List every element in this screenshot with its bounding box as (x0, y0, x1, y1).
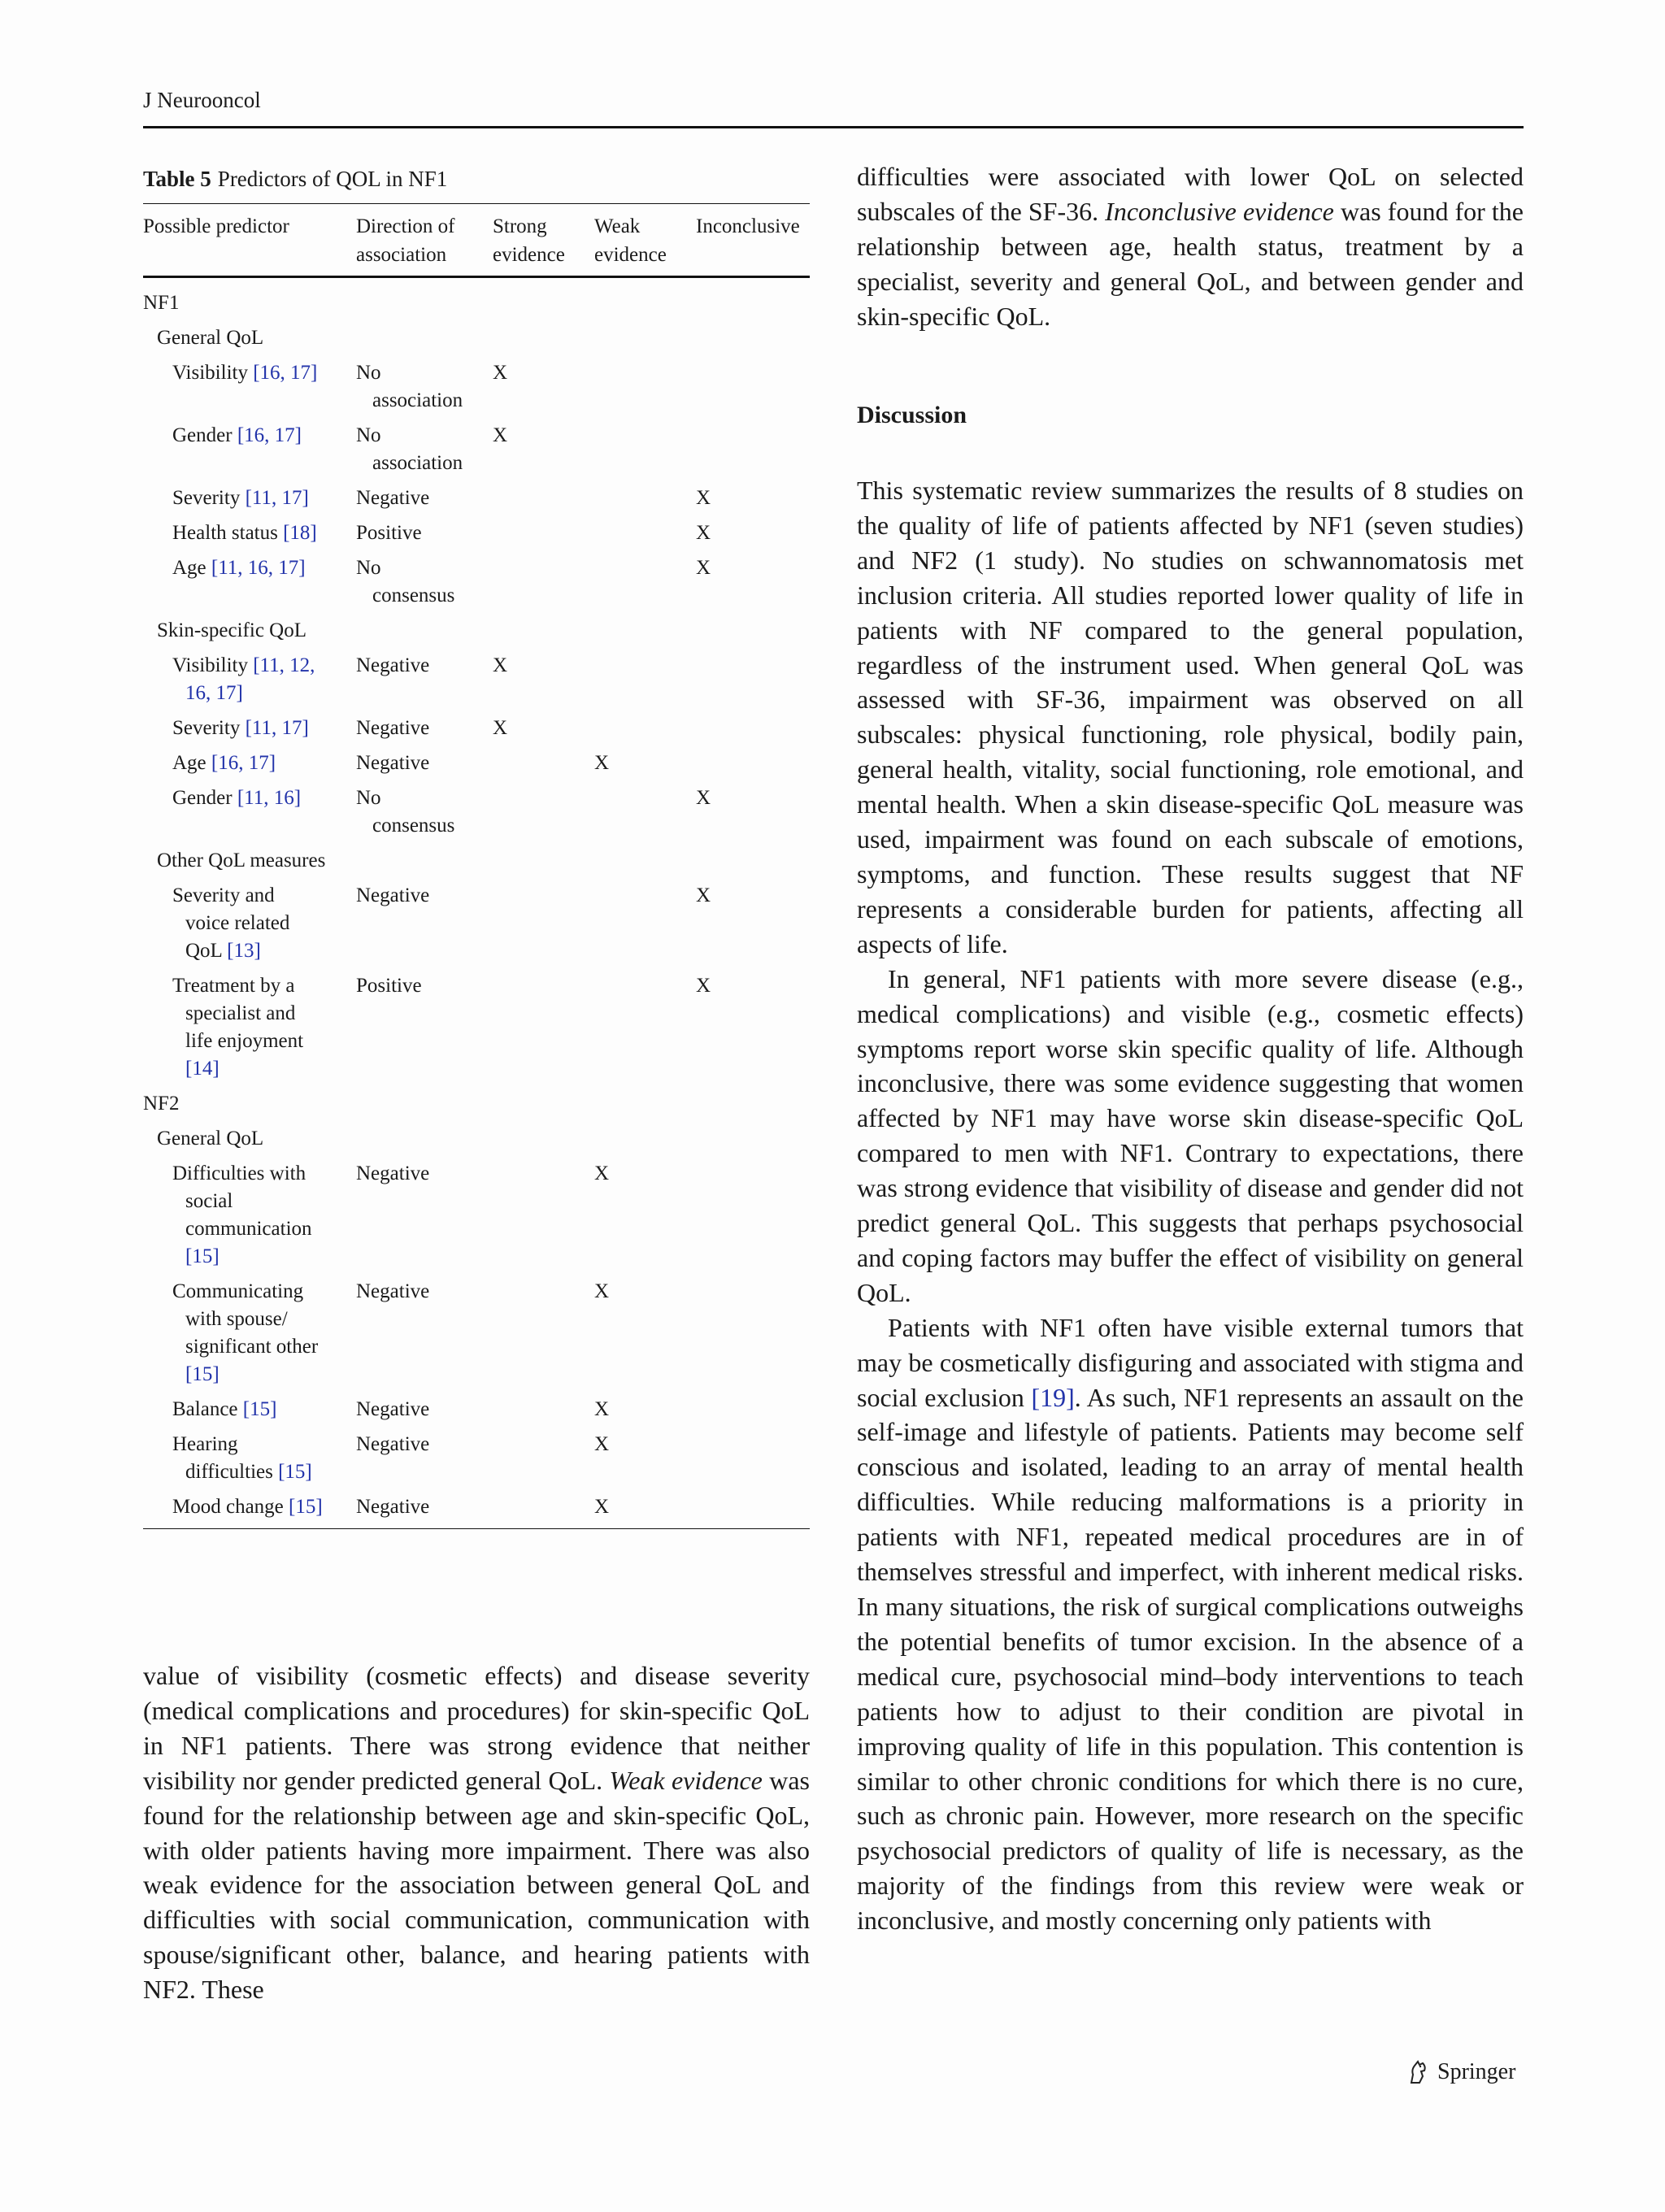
table-5 (143, 163, 810, 1529)
table-row (143, 1160, 810, 1271)
weak-mark: X (594, 1398, 610, 1420)
table-group-row (143, 289, 810, 317)
header-rule (143, 126, 1524, 128)
inconclusive-mark: X (696, 522, 711, 544)
citation-link[interactable]: [16, 17] (211, 752, 276, 774)
weak-mark: X (594, 752, 610, 774)
inconclusive-mark: X (696, 975, 711, 997)
paragraph-text: . As such, NF1 represents an assault on the self-image and lifestyle of patients. Patients may become self conscious and isolated, leading to an array of mental health difficulties. While reducing malformations is a priority in patients with NF1, repeated medical procedures are in of themselves stressful and imperfect, with inherent medical risks. In many situations, the risk of surgical complications outweighs the potential benefits of tumor excision. In the absence of a medical cure, psychosocial mind–body interventions to teach patients how to adjust to their condition are pivotal in improving quality of life in this population. This contention is similar to other chronic conditions for which there is no cure, such as chronic pain. However, more research on the specific psychosocial predictors of quality of life is necessary, as the majority of the findings from this review were weak or inconclusive, and mostly concerning only patients with (857, 1382, 1524, 1936)
citation-link[interactable]: [15] (289, 1496, 323, 1518)
citation-link[interactable]: [11, 17] (245, 717, 309, 739)
section-heading-discussion: Discussion (857, 402, 967, 428)
inconclusive-mark: X (696, 487, 711, 509)
table-header-row (143, 204, 810, 276)
paragraph (857, 159, 1524, 334)
header-direction: Direction of association (356, 215, 455, 266)
predictor-name: Severity (172, 487, 241, 509)
direction-value: Negative (356, 654, 430, 676)
direction-value: No (356, 557, 381, 579)
table-row (143, 554, 810, 610)
predictor-name: Health status (172, 522, 278, 544)
predictor-name: Balance (172, 1398, 238, 1420)
predictor-name: Visibility (172, 362, 248, 384)
predictor-name-cont: specialist and (185, 1002, 296, 1024)
table-body (143, 278, 810, 1521)
subgroup-label: General QoL (157, 1128, 264, 1149)
predictor-name-cont: communication (185, 1218, 312, 1240)
table-caption (143, 163, 810, 195)
table-row (143, 359, 810, 415)
table-row (143, 1278, 810, 1388)
predictor-name: Treatment by a (172, 975, 295, 997)
table-subgroup-row (143, 324, 810, 352)
paragraph (143, 1658, 810, 2007)
predictor-name: Visibility (172, 654, 248, 676)
direction-value: Negative (356, 1496, 430, 1518)
table-row (143, 485, 810, 512)
weak-mark: X (594, 1280, 610, 1302)
direction-value: Negative (356, 752, 430, 774)
direction-value: Positive (356, 975, 422, 997)
table-row (143, 715, 810, 742)
paragraph: This systematic review summarizes the results of 8 studies on the quality of life of patients affected by NF1 (seven studies) and NF2 (1 study). No studies on schwannomatosis met inclusion criteria. All studies reported lower quality of life in patients with NF compared to the general population, regardless of the instrument used. When general QoL was assessed with SF-36, impairment was observed on all subscales: physical functioning, role physical, bodily pain, general health, vitality, social functioning, role emotional, and mental health. When a skin disease-specific QoL measure was used, impairment was found on each subscale of emotions, symptoms, and function. These results suggest that NF represents a considerable burden for patients, affecting all aspects of life. (857, 476, 1524, 958)
table-row (143, 519, 810, 547)
citation-link[interactable]: [15] (185, 1363, 220, 1385)
predictor-name-cont: social (185, 1190, 233, 1212)
citation-link[interactable]: [16, 17] (253, 362, 318, 384)
left-column-text (143, 1658, 810, 2007)
paragraph-text: was found for the relationship between age, health status, treatment by a specialist, severity and general QoL, and between gender and skin-specific QoL. (857, 196, 1524, 331)
direction-value-cont: consensus (372, 815, 455, 837)
citation-link[interactable]: [19] (1031, 1382, 1075, 1412)
citation-link[interactable]: [11, 17] (245, 487, 309, 509)
citation-link[interactable]: [14] (185, 1058, 220, 1080)
direction-value: Negative (356, 1433, 430, 1455)
citation-link[interactable]: [15] (242, 1398, 277, 1420)
direction-value-cont: association (372, 389, 463, 411)
citation-link[interactable]: [15] (278, 1461, 312, 1483)
header-strong: Strong evidence (493, 215, 565, 266)
direction-value-cont: association (372, 452, 463, 474)
citation-link[interactable]: [16, 17] (237, 424, 302, 446)
table-bottom-rule (143, 1528, 810, 1529)
discussion-body (857, 473, 1524, 1938)
direction-value: Negative (356, 884, 430, 906)
paragraph-text: value of visibility (cosmetic effects) and disease severity (medical complications and procedures) for skin-specific QoL in NF1 patients. There was strong evidence that neither visibility nor gender predicted general QoL. (143, 1661, 810, 1795)
table-row (143, 1396, 810, 1423)
direction-value: No (356, 424, 381, 446)
citation-link[interactable]: [11, 16, 17] (211, 557, 306, 579)
predictor-name: Age (172, 752, 206, 774)
citation-link[interactable]: [11, 16] (237, 787, 302, 809)
inconclusive-mark: X (696, 557, 711, 579)
subgroup-label: Skin-specific QoL (157, 619, 306, 641)
weak-mark: X (594, 1496, 610, 1518)
table-row (143, 652, 810, 707)
inconclusive-mark: X (696, 787, 711, 809)
direction-value: Positive (356, 522, 422, 544)
strong-mark: X (493, 424, 508, 446)
subgroup-label: Other QoL measures (157, 850, 326, 871)
table-subgroup-row (143, 617, 810, 645)
predictor-name-cont: significant other (185, 1336, 319, 1358)
citation-link[interactable]: [15] (185, 1245, 220, 1267)
table-row (143, 882, 810, 965)
header-weak: Weak evidence (594, 215, 667, 266)
predictor-name-cont: with spouse/ (185, 1308, 288, 1330)
predictor-name: Severity (172, 717, 241, 739)
predictor-name: Hearing (172, 1433, 238, 1455)
predictor-name: Age (172, 557, 206, 579)
group-label: NF2 (143, 1093, 180, 1115)
strong-mark: X (493, 654, 508, 676)
table-group-row (143, 1090, 810, 1118)
strong-mark: X (493, 362, 508, 384)
springer-horse-icon (1405, 2058, 1432, 2086)
publisher-name: Springer (1437, 2059, 1516, 2084)
paragraph-text: Patients with NF1 often have visible external tumors that may be cosmetically disfiguring and associated with stigma and social exclusion (857, 1312, 1524, 1412)
direction-value: Negative (356, 1280, 430, 1302)
direction-value: No (356, 362, 381, 384)
table-row (143, 1431, 810, 1486)
right-column-continuation (857, 159, 1524, 334)
weak-mark: X (594, 1162, 610, 1184)
predictor-name: Gender (172, 787, 233, 809)
paragraph: In general, NF1 patients with more severe disease (e.g., medical complications) and visible (e.g., cosmetic effects) symptoms report worse skin specific quality of life. Although inconclusive, there was some evidence suggesting that women affected by NF1 may have worse skin disease-specific QoL compared to men with NF1. Contrary to expectations, there was strong evidence that visibility of disease and gender did not predict general QoL. This suggests that perhaps psychosocial and coping factors may buffer the effect of visibility on general QoL. (857, 963, 1524, 1307)
predictor-name: Communicating (172, 1280, 304, 1302)
citation-link[interactable]: [11, 12, (253, 654, 315, 676)
predictor-name: Difficulties with (172, 1162, 306, 1184)
predictor-name: Gender (172, 424, 233, 446)
direction-value: Negative (356, 1398, 430, 1420)
header-predictor: Possible predictor (143, 215, 289, 237)
predictor-name-cont: QoL (185, 940, 222, 962)
table-row (143, 422, 810, 477)
table-label: Table 5 (143, 167, 211, 191)
subgroup-label: General QoL (157, 327, 264, 349)
citation-link-cont[interactable]: 16, 17] (185, 682, 243, 704)
table-row (143, 1493, 810, 1521)
weak-mark: X (594, 1433, 610, 1455)
paragraph-text: difficulties were associated with lower QoL on selected subscales of the SF-36. (857, 162, 1524, 226)
table-title: Predictors of QOL in NF1 (217, 167, 448, 191)
running-head: J Neurooncol (143, 88, 261, 112)
citation-link[interactable]: [13] (227, 940, 261, 962)
paragraph (857, 1310, 1524, 1938)
table-subgroup-row (143, 847, 810, 875)
publisher-logo (1405, 2058, 1515, 2086)
group-label: NF1 (143, 292, 180, 314)
header-inconclusive: Inconclusive (696, 215, 800, 237)
strong-mark: X (493, 717, 508, 739)
predictor-name: Severity and (172, 884, 275, 906)
predictor-name-cont: voice related (185, 912, 290, 934)
direction-value: Negative (356, 1162, 430, 1184)
direction-value-cont: consensus (372, 585, 455, 606)
direction-value: Negative (356, 487, 430, 509)
predictor-name-cont: life enjoyment (185, 1030, 304, 1052)
table-subgroup-row (143, 1125, 810, 1153)
table-row (143, 750, 810, 777)
table-row (143, 784, 810, 840)
paragraph-text: was found for the relationship between age and skin-specific QoL, with older patients having more impairment. There was also weak evidence for the association between general QoL and difficulties with social communication, communication with spouse/significant other, balance, and hearing patients with NF2. These (143, 1765, 811, 2005)
citation-link[interactable]: [18] (283, 522, 317, 544)
predictor-name-cont: difficulties (185, 1461, 273, 1483)
direction-value: No (356, 787, 381, 809)
inconclusive-mark: X (696, 884, 711, 906)
emphasis-text: Weak evidence (609, 1765, 763, 1795)
predictor-name: Mood change (172, 1496, 284, 1518)
table-row (143, 972, 810, 1083)
emphasis-text: Inconclusive evidence (1105, 196, 1334, 226)
direction-value: Negative (356, 717, 430, 739)
